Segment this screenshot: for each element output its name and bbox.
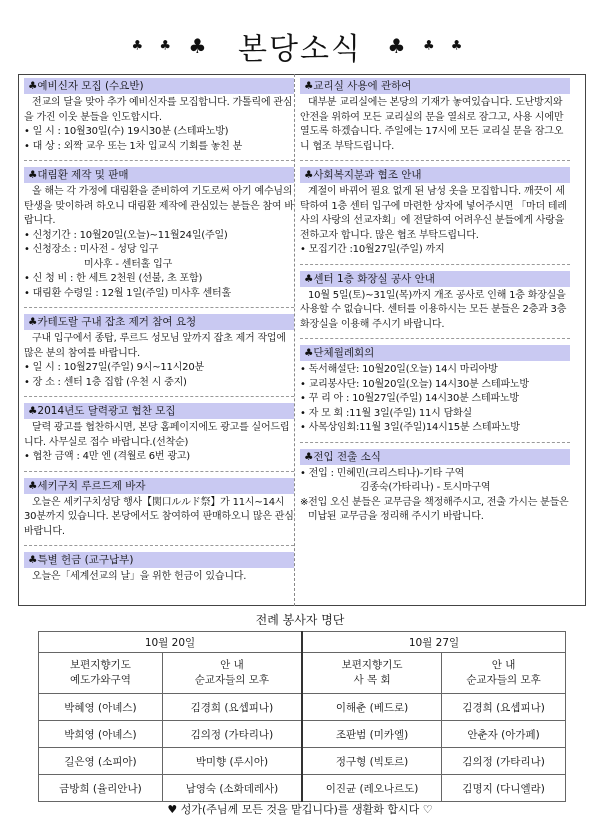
section-separator	[300, 264, 570, 265]
section-body	[24, 96, 294, 154]
section-item: • 신 청 비 : 한 세트 2천원 (선불, 초 포함)	[24, 273, 203, 284]
news-section	[24, 403, 294, 465]
section-separator	[300, 160, 570, 161]
section-item: • 일 시 : 10월30일(수) 19시30분 (스테파노방)	[24, 126, 229, 137]
section-heading: ♣사회복지분과 협조 안내	[300, 167, 570, 183]
section-body	[24, 570, 294, 585]
clubs-icon: ♣	[188, 34, 213, 58]
role-header	[302, 653, 442, 694]
section-body	[24, 496, 294, 540]
section-separator	[24, 471, 294, 472]
volunteer-name: 김명지 (다니엘라)	[442, 775, 566, 802]
volunteer-name: 이해춘 (베드로)	[302, 694, 442, 721]
service-table	[38, 631, 566, 802]
news-section	[300, 271, 570, 333]
section-body	[300, 289, 570, 333]
section-item: • 모집기간 :10월27일(주일) 까지	[300, 244, 445, 255]
section-paragraph: 전교의 달을 맞아 추가 예비신자를 모집합니다. 가톨릭에 관심을 가진 이웃 분들을 인도합시다.	[24, 97, 293, 123]
news-section	[24, 167, 294, 301]
news-section	[300, 449, 570, 525]
section-item: • 협찬 금액 : 4만 엔 (격월로 6번 광고)	[24, 451, 190, 462]
clubs-icon: ♣ ♣	[131, 38, 177, 54]
volunteer-name: 김경희 (요셉피나)	[442, 694, 566, 721]
volunteer-name: 금방희 (율리안나)	[39, 775, 163, 802]
section-body	[300, 96, 570, 154]
role-line: 순교자들의 모후	[194, 674, 270, 686]
role-line: 순교자들의 모후	[466, 674, 541, 686]
clubs-icon: ♣	[387, 34, 412, 58]
section-separator	[24, 307, 294, 308]
section-paragraph: 10월 5일(토)~31일(목)까지 개조 공사로 인해 1층 화장실을 사용할 수 없습니다. 센터를 이용하시는 모든 분들은 2층과 3층 화장실을 이용해 주시기 바랍니다.	[300, 289, 567, 330]
section-separator	[300, 442, 570, 443]
service-title: 전례 봉사자 명단	[255, 613, 345, 627]
volunteer-name: 박미향 (루시아)	[162, 748, 302, 775]
page-title	[0, 24, 600, 68]
section-paragraph: 구내 입구에서 종탑, 루르드 성모님 앞까지 잡초 제거 작업에 많은 분의 참여를 바랍니다.	[24, 333, 286, 359]
role-header	[162, 653, 302, 694]
section-paragraph: 올 해는 각 가정에 대림환을 준비하여 기도로써 아기 예수님의 탄생을 맞이하려 하오니 대림환 제작에 관심있는 분들은 참여 바랍니다.	[24, 186, 294, 226]
clubs-icon: ♣ ♣	[422, 38, 469, 54]
table-row	[39, 694, 566, 721]
section-heading: ♣2014년도 달력광고 협찬 모집	[24, 403, 294, 419]
news-section	[300, 167, 570, 258]
section-separator	[300, 338, 570, 339]
role-line: 안 내	[220, 659, 244, 671]
section-separator	[24, 545, 294, 546]
section-paragraph: 대부분 교리실에는 본당의 기재가 놓여있습니다. 도난방지와 안전을 위하여 모든 교리실의 문을 열쇠로 잠그고, 사용 시에만 열도록 하겠습니다. 주일에는 17시에 모든 교리실 문을 잠그오니 협조 부탁드립니다.	[300, 97, 564, 152]
section-note: ※전입 오신 분들은 교무금을 책정해주시고, 전출 가시는 분들은 미납된 교무금을 정리해 주시기 바랍니다.	[300, 496, 569, 522]
volunteer-name: 이진균 (레오나르도)	[302, 775, 442, 802]
section-item: • 신청기간 : 10월20일(오늘)~11월24일(주일)	[24, 229, 228, 241]
section-paragraph: 오늘은 세키구치성당 행사【関口ルルド祭】가 11시~14시30분까지 있습니다. 본당에서도 참여하여 판매하오니 많은 관심 바랍니다.	[24, 496, 294, 537]
section-heading: ♣전입 전출 소식	[300, 449, 570, 465]
role-line: 안 내	[491, 659, 516, 671]
section-body	[24, 332, 294, 390]
role-line: 예도가와구역	[69, 674, 131, 686]
volunteer-name: 길은영 (소피아)	[39, 748, 163, 775]
volunteer-name: 박혜영 (아녜스)	[39, 694, 163, 721]
volunteer-name: 박희영 (아녜스)	[39, 721, 163, 748]
section-paragraph: 달력 광고를 협찬하시면, 본당 홈페이지에도 광고를 실어드립니다. 사무실로 접수 바랍니다.(선착순)	[24, 422, 290, 448]
section-item: • 자 모 회 :11월 3일(주일) 11시 담화실	[300, 407, 472, 419]
section-body	[24, 421, 294, 465]
section-item: • 독서해설단: 10월20일(오늘) 14시 마리아방	[300, 364, 498, 375]
section-item: • 일 시 : 10월27일(주일) 9시~11시20분	[24, 362, 204, 373]
volunteer-name: 조판범 (미카엘)	[302, 721, 442, 748]
role-line: 사 목 회	[353, 674, 391, 686]
section-heading: ♣교리실 사용에 관하여	[300, 78, 570, 94]
news-section	[24, 552, 294, 585]
news-section	[300, 345, 570, 436]
section-item: • 대 상 : 외짝 교우 또는 1차 입교식 기회를 놓친 분	[24, 140, 243, 152]
table-row	[39, 748, 566, 775]
section-paragraph: 계절이 바뀌어 필요 없게 된 남성 옷을 모집합니다. 깨끗이 세탁하여 1층 센터 입구에 마련한 상자에 넣어주시면 「마더 테레사의 사랑의 선교자회」에 전달하여 어려우신 분들에게 사랑을 전하고자 합니다. 많은 협조 부탁드립니다.	[300, 186, 567, 241]
volunteer-name: 김의정 (가타리나)	[162, 721, 302, 748]
section-body	[24, 185, 294, 301]
section-paragraph: 오늘은「세계선교의 날」을 위한 헌금이 있습니다.	[32, 571, 247, 582]
section-heading: ♣세키구치 루르드제 바자	[24, 478, 294, 494]
column-divider	[294, 74, 296, 606]
volunteer-name: 김경희 (요셉피나)	[162, 694, 302, 721]
volunteer-name: 안춘자 (아가페)	[442, 721, 566, 748]
section-heading: ♣예비신자 모집 (수요반)	[24, 78, 294, 94]
news-section	[24, 314, 294, 390]
section-separator	[24, 396, 294, 397]
volunteer-name: 남영숙 (소화데레사)	[162, 775, 302, 802]
table-row	[39, 775, 566, 802]
section-heading: ♣특별 헌금 (교구납부)	[24, 552, 294, 568]
role-header	[39, 653, 163, 694]
news-section	[24, 478, 294, 540]
section-body	[300, 185, 570, 258]
section-item: • 전입 : 민혜민(크리스티나)-기타 구역	[300, 467, 465, 479]
left-column	[24, 78, 294, 587]
role-line: 보편지향기도	[341, 659, 403, 671]
volunteer-name: 정구형 (빅토르)	[302, 748, 442, 775]
right-column	[300, 78, 570, 527]
title-text: 본당소식	[238, 32, 362, 67]
role-line: 보편지향기도	[69, 659, 131, 671]
section-item: • 신청장소 : 미사전 - 성당 입구	[24, 244, 159, 255]
news-section	[24, 78, 294, 154]
section-item: • 사목상임회:11월 3일(주일)14시15분 스테파노방	[300, 422, 520, 433]
section-body	[300, 363, 570, 436]
section-heading: ♣카테도랄 구내 잡초 제거 참여 요청	[24, 314, 294, 330]
table-row	[39, 721, 566, 748]
section-item-continued: 미사후 - 센터홀 입구	[84, 258, 173, 270]
section-body	[300, 467, 570, 525]
footer-motto: ♥ 성가(주님께 모든 것을 맡깁니다)를 생활화 합시다 ♡	[167, 803, 433, 816]
section-item: • 장 소 : 센터 1층 집합 (우천 시 중지)	[24, 376, 187, 388]
date-header: 10월 20일	[39, 632, 302, 653]
section-heading: ♣센터 1층 화장실 공사 안내	[300, 271, 570, 287]
section-heading: ♣대림환 제작 및 판매	[24, 167, 294, 183]
section-item: • 대림환 수령일 : 12월 1일(주일) 미사후 센터홀	[24, 287, 231, 299]
role-header	[442, 653, 566, 694]
section-item: • 교리봉사단: 10월20일(오늘) 14시30분 스테파노방	[300, 378, 529, 390]
news-section	[300, 78, 570, 154]
date-header: 10월 27일	[302, 632, 566, 653]
section-item: • 꾸 리 아 : 10월27일(주일) 14시30분 스테파노방	[300, 393, 519, 404]
volunteer-name: 김의정 (가타리나)	[442, 748, 566, 775]
section-separator	[24, 160, 294, 161]
section-item-continued: 김종숙(가타리나) - 토시마구역	[360, 482, 491, 493]
section-heading: ♣단체월례회의	[300, 345, 570, 361]
